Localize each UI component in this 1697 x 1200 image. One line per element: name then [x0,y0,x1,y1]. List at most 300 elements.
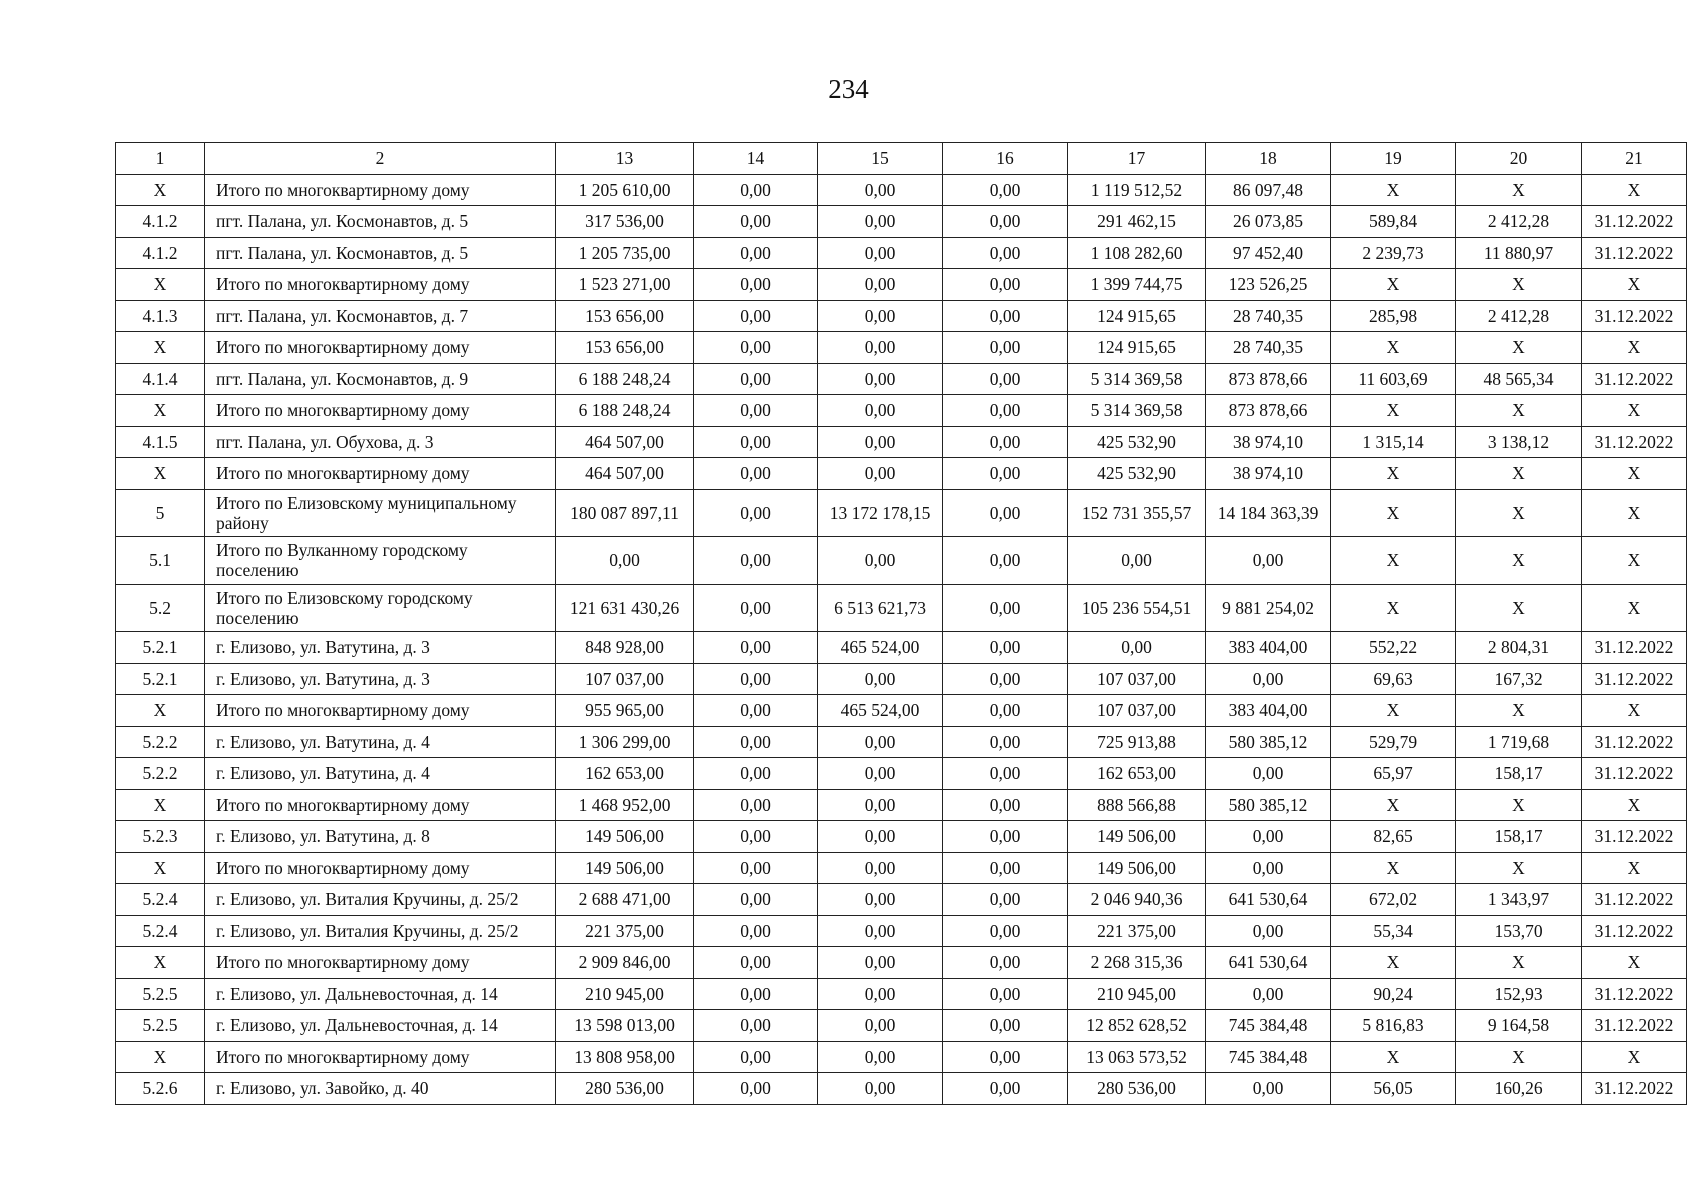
value-cell: 124 915,65 [1068,332,1206,364]
row-number-cell: 5.2.2 [116,758,205,790]
address-cell: Итого по многоквартирному дому [205,269,556,301]
value-cell: Х [1582,395,1687,427]
value-cell: 1 523 271,00 [556,269,694,301]
value-cell: 0,00 [1068,632,1206,664]
value-cell: 31.12.2022 [1582,915,1687,947]
value-cell: 0,00 [694,1010,818,1042]
value-cell: 0,00 [694,363,818,395]
value-cell: Х [1331,695,1456,727]
value-cell: 0,00 [943,1073,1068,1105]
value-cell: 0,00 [694,300,818,332]
value-cell: 149 506,00 [1068,852,1206,884]
value-cell: Х [1331,458,1456,490]
value-cell: 0,00 [694,758,818,790]
address-cell: г. Елизово, ул. Виталия Кручины, д. 25/2 [205,915,556,947]
table-row [116,237,1687,269]
value-cell: 0,00 [1068,537,1206,585]
value-cell: 0,00 [818,426,943,458]
value-cell: 0,00 [943,206,1068,238]
value-cell: 0,00 [818,300,943,332]
value-cell: 0,00 [818,821,943,853]
value-cell: 0,00 [943,584,1068,632]
value-cell: 167,32 [1456,663,1582,695]
column-number-header: 16 [943,143,1068,175]
value-cell: 0,00 [694,237,818,269]
column-number-header: 21 [1582,143,1687,175]
value-cell: Х [1456,269,1582,301]
value-cell: 1 343,97 [1456,884,1582,916]
column-number-header: 15 [818,143,943,175]
value-cell: 0,00 [943,537,1068,585]
address-cell: Итого по многоквартирному дому [205,332,556,364]
value-cell: 465 524,00 [818,695,943,727]
value-cell: 464 507,00 [556,426,694,458]
table-row [116,300,1687,332]
value-cell: 0,00 [818,174,943,206]
value-cell: 0,00 [694,426,818,458]
value-cell: 0,00 [818,1041,943,1073]
address-cell: г. Елизово, ул. Ватутина, д. 4 [205,726,556,758]
value-cell: Х [1582,789,1687,821]
value-cell: 0,00 [943,269,1068,301]
column-number-header: 20 [1456,143,1582,175]
value-cell: 0,00 [694,884,818,916]
table-row [116,537,1687,585]
value-cell: 123 526,25 [1206,269,1331,301]
value-cell: 31.12.2022 [1582,821,1687,853]
table-row [116,426,1687,458]
value-cell: 13 172 178,15 [818,489,943,537]
value-cell: Х [1456,537,1582,585]
value-cell: Х [1331,489,1456,537]
value-cell: 425 532,90 [1068,426,1206,458]
value-cell: 31.12.2022 [1582,206,1687,238]
value-cell: 0,00 [818,947,943,979]
value-cell: 152 731 355,57 [1068,489,1206,537]
value-cell: 9 164,58 [1456,1010,1582,1042]
table-row [116,852,1687,884]
table-row [116,726,1687,758]
table-row [116,632,1687,664]
value-cell: 6 188 248,24 [556,395,694,427]
address-cell: г. Елизово, ул. Ватутина, д. 3 [205,632,556,664]
value-cell: 0,00 [694,852,818,884]
value-cell: 153 656,00 [556,332,694,364]
value-cell: 848 928,00 [556,632,694,664]
table-row [116,489,1687,537]
value-cell: 31.12.2022 [1582,758,1687,790]
table-row [116,758,1687,790]
value-cell: 0,00 [818,758,943,790]
address-cell: Итого по многоквартирному дому [205,458,556,490]
value-cell: 0,00 [943,884,1068,916]
value-cell: 955 965,00 [556,695,694,727]
address-cell: г. Елизово, ул. Ватутина, д. 4 [205,758,556,790]
value-cell: 580 385,12 [1206,726,1331,758]
row-number-cell: Х [116,458,205,490]
value-cell: 0,00 [818,978,943,1010]
value-cell: 2 412,28 [1456,206,1582,238]
value-cell: 31.12.2022 [1582,426,1687,458]
value-cell: 1 315,14 [1331,426,1456,458]
value-cell: 0,00 [1206,1073,1331,1105]
value-cell: Х [1582,537,1687,585]
column-number-header: 14 [694,143,818,175]
value-cell: 0,00 [943,458,1068,490]
value-cell: 0,00 [694,584,818,632]
value-cell: 13 598 013,00 [556,1010,694,1042]
row-number-cell: Х [116,695,205,727]
value-cell: 86 097,48 [1206,174,1331,206]
value-cell: 0,00 [694,821,818,853]
value-cell: 210 945,00 [1068,978,1206,1010]
value-cell: 210 945,00 [556,978,694,1010]
row-number-cell: 5.2.3 [116,821,205,853]
table-row [116,363,1687,395]
value-cell: 0,00 [943,332,1068,364]
value-cell: 12 852 628,52 [1068,1010,1206,1042]
value-cell: 28 740,35 [1206,300,1331,332]
value-cell: 6 513 621,73 [818,584,943,632]
value-cell: 221 375,00 [556,915,694,947]
value-cell: 0,00 [818,237,943,269]
value-cell: 0,00 [694,206,818,238]
address-cell: пгт. Палана, ул. Космонавтов, д. 7 [205,300,556,332]
value-cell: 0,00 [1206,821,1331,853]
value-cell: 888 566,88 [1068,789,1206,821]
value-cell: Х [1582,174,1687,206]
value-cell: 0,00 [1206,758,1331,790]
value-cell: 0,00 [943,489,1068,537]
value-cell: Х [1456,789,1582,821]
address-cell: Итого по многоквартирному дому [205,695,556,727]
value-cell: 11 603,69 [1331,363,1456,395]
value-cell: 1 306 299,00 [556,726,694,758]
value-cell: 11 880,97 [1456,237,1582,269]
row-number-cell: Х [116,852,205,884]
table-row [116,1073,1687,1105]
value-cell: 0,00 [943,237,1068,269]
value-cell: Х [1456,584,1582,632]
value-cell: 31.12.2022 [1582,884,1687,916]
value-cell: 552,22 [1331,632,1456,664]
address-cell: пгт. Палана, ул. Космонавтов, д. 5 [205,237,556,269]
value-cell: 2 046 940,36 [1068,884,1206,916]
value-cell: Х [1331,395,1456,427]
value-cell: 149 506,00 [1068,821,1206,853]
value-cell: 105 236 554,51 [1068,584,1206,632]
value-cell: Х [1582,332,1687,364]
table-row [116,395,1687,427]
value-cell: 0,00 [1206,915,1331,947]
value-cell: 82,65 [1331,821,1456,853]
table-row [116,884,1687,916]
address-cell: г. Елизово, ул. Завойко, д. 40 [205,1073,556,1105]
value-cell: 0,00 [694,632,818,664]
value-cell: 725 913,88 [1068,726,1206,758]
column-number-header: 18 [1206,143,1331,175]
value-cell: 0,00 [943,947,1068,979]
value-cell: 0,00 [694,489,818,537]
value-cell: 0,00 [943,1041,1068,1073]
value-cell: 31.12.2022 [1582,663,1687,695]
value-cell: 0,00 [943,395,1068,427]
value-cell: 31.12.2022 [1582,1010,1687,1042]
value-cell: 31.12.2022 [1582,726,1687,758]
value-cell: 6 188 248,24 [556,363,694,395]
address-cell: Итого по многоквартирному дому [205,789,556,821]
value-cell: 0,00 [694,537,818,585]
value-cell: 0,00 [1206,852,1331,884]
value-cell: Х [1331,852,1456,884]
value-cell: 124 915,65 [1068,300,1206,332]
row-number-cell: 5.2.1 [116,632,205,664]
value-cell: Х [1331,789,1456,821]
table-row [116,584,1687,632]
value-cell: 69,63 [1331,663,1456,695]
value-cell: 425 532,90 [1068,458,1206,490]
value-cell: Х [1331,332,1456,364]
table-row [116,663,1687,695]
value-cell: 48 565,34 [1456,363,1582,395]
value-cell: 0,00 [556,537,694,585]
value-cell: 0,00 [943,821,1068,853]
column-number-header: 13 [556,143,694,175]
value-cell: 149 506,00 [556,852,694,884]
value-cell: 1 108 282,60 [1068,237,1206,269]
table-row [116,332,1687,364]
table-row [116,1041,1687,1073]
value-cell: 280 536,00 [556,1073,694,1105]
row-number-cell: Х [116,789,205,821]
value-cell: 0,00 [943,632,1068,664]
address-cell: пгт. Палана, ул. Обухова, д. 3 [205,426,556,458]
value-cell: Х [1456,489,1582,537]
value-cell: 1 468 952,00 [556,789,694,821]
value-cell: Х [1456,852,1582,884]
value-cell: 529,79 [1331,726,1456,758]
value-cell: Х [1456,1041,1582,1073]
value-cell: 0,00 [818,1073,943,1105]
value-cell: Х [1582,852,1687,884]
value-cell: 0,00 [818,395,943,427]
value-cell: 873 878,66 [1206,395,1331,427]
value-cell: 0,00 [694,915,818,947]
value-cell: 0,00 [818,915,943,947]
value-cell: 1 205 735,00 [556,237,694,269]
value-cell: 0,00 [694,332,818,364]
column-number-header: 19 [1331,143,1456,175]
value-cell: 0,00 [694,269,818,301]
value-cell: 121 631 430,26 [556,584,694,632]
value-cell: 0,00 [818,726,943,758]
row-number-cell: 5.2.5 [116,1010,205,1042]
row-number-cell: 5.2.5 [116,978,205,1010]
value-cell: 26 073,85 [1206,206,1331,238]
value-cell: Х [1456,332,1582,364]
table-row [116,458,1687,490]
value-cell: 0,00 [694,695,818,727]
value-cell: 13 808 958,00 [556,1041,694,1073]
value-cell: 5 816,83 [1331,1010,1456,1042]
value-cell: Х [1582,695,1687,727]
value-cell: 464 507,00 [556,458,694,490]
value-cell: 2 239,73 [1331,237,1456,269]
value-cell: 873 878,66 [1206,363,1331,395]
value-cell: 180 087 897,11 [556,489,694,537]
value-cell: 317 536,00 [556,206,694,238]
row-number-cell: Х [116,947,205,979]
value-cell: 13 063 573,52 [1068,1041,1206,1073]
row-number-cell: Х [116,174,205,206]
table-row [116,789,1687,821]
value-cell: Х [1582,584,1687,632]
row-number-cell: Х [116,269,205,301]
row-number-cell: Х [116,332,205,364]
row-number-cell: 5.2.1 [116,663,205,695]
row-number-cell: 5.2.4 [116,915,205,947]
data-table [115,142,1687,1105]
value-cell: 0,00 [943,978,1068,1010]
value-cell: Х [1331,1041,1456,1073]
value-cell: Х [1582,458,1687,490]
value-cell: 0,00 [943,426,1068,458]
table-row [116,695,1687,727]
value-cell: 0,00 [1206,663,1331,695]
address-cell: г. Елизово, ул. Дальневосточная, д. 14 [205,978,556,1010]
value-cell: 0,00 [943,695,1068,727]
value-cell: 107 037,00 [1068,695,1206,727]
value-cell: 0,00 [943,300,1068,332]
value-cell: 0,00 [943,663,1068,695]
row-number-cell: 4.1.4 [116,363,205,395]
value-cell: 162 653,00 [1068,758,1206,790]
row-number-cell: 4.1.5 [116,426,205,458]
value-cell: 0,00 [694,1073,818,1105]
address-cell: Итого по Вулканному городскому поселению [205,537,556,585]
value-cell: Х [1331,947,1456,979]
value-cell: 0,00 [818,206,943,238]
value-cell: 0,00 [818,458,943,490]
value-cell: 28 740,35 [1206,332,1331,364]
value-cell: 280 536,00 [1068,1073,1206,1105]
value-cell: 672,02 [1331,884,1456,916]
value-cell: 0,00 [694,458,818,490]
address-cell: Итого по многоквартирному дому [205,1041,556,1073]
value-cell: 31.12.2022 [1582,363,1687,395]
address-cell: Итого по Елизовскому городскому поселению [205,584,556,632]
column-number-header: 1 [116,143,205,175]
table-row [116,269,1687,301]
value-cell: 5 314 369,58 [1068,363,1206,395]
value-cell: 1 719,68 [1456,726,1582,758]
value-cell: Х [1456,395,1582,427]
page-number: 234 [828,74,869,104]
address-cell: г. Елизово, ул. Ватутина, д. 8 [205,821,556,853]
value-cell: 383 404,00 [1206,632,1331,664]
row-number-cell: 5.2.4 [116,884,205,916]
row-number-cell: Х [116,1041,205,1073]
table-row [116,206,1687,238]
value-cell: 162 653,00 [556,758,694,790]
value-cell: 31.12.2022 [1582,237,1687,269]
value-cell: 465 524,00 [818,632,943,664]
value-cell: 0,00 [943,363,1068,395]
table-row [116,978,1687,1010]
address-cell: г. Елизово, ул. Виталия Кручины, д. 25/2 [205,884,556,916]
value-cell: 291 462,15 [1068,206,1206,238]
value-cell: Х [1456,174,1582,206]
value-cell: Х [1331,537,1456,585]
value-cell: 56,05 [1331,1073,1456,1105]
table-row [116,174,1687,206]
value-cell: 580 385,12 [1206,789,1331,821]
value-cell: 0,00 [694,789,818,821]
value-cell: 0,00 [1206,537,1331,585]
address-cell: Итого по многоквартирному дому [205,852,556,884]
value-cell: 0,00 [694,947,818,979]
value-cell: 31.12.2022 [1582,1073,1687,1105]
value-cell: 221 375,00 [1068,915,1206,947]
value-cell: 0,00 [818,1010,943,1042]
value-cell: 0,00 [818,363,943,395]
table-row [116,821,1687,853]
value-cell: 641 530,64 [1206,947,1331,979]
value-cell: 0,00 [694,174,818,206]
value-cell: Х [1331,584,1456,632]
value-cell: Х [1582,269,1687,301]
value-cell: Х [1456,458,1582,490]
value-cell: 0,00 [818,269,943,301]
value-cell: 2 804,31 [1456,632,1582,664]
row-number-cell: 4.1.2 [116,206,205,238]
row-number-cell: 5 [116,489,205,537]
value-cell: 1 205 610,00 [556,174,694,206]
value-cell: 0,00 [943,758,1068,790]
row-number-cell: 4.1.3 [116,300,205,332]
value-cell: 153 656,00 [556,300,694,332]
value-cell: 641 530,64 [1206,884,1331,916]
value-cell: 0,00 [694,1041,818,1073]
value-cell: 285,98 [1331,300,1456,332]
row-number-cell: Х [116,395,205,427]
value-cell: 5 314 369,58 [1068,395,1206,427]
value-cell: 0,00 [943,915,1068,947]
value-cell: 2 412,28 [1456,300,1582,332]
value-cell: 383 404,00 [1206,695,1331,727]
address-cell: Итого по многоквартирному дому [205,395,556,427]
value-cell: 2 688 471,00 [556,884,694,916]
value-cell: 0,00 [943,852,1068,884]
value-cell: 90,24 [1331,978,1456,1010]
value-cell: 152,93 [1456,978,1582,1010]
value-cell: 0,00 [818,663,943,695]
value-cell: 0,00 [694,978,818,1010]
row-number-cell: 5.2.2 [116,726,205,758]
value-cell: 0,00 [943,174,1068,206]
value-cell: 158,17 [1456,821,1582,853]
value-cell: 0,00 [818,332,943,364]
value-cell: 0,00 [1206,978,1331,1010]
value-cell: Х [1331,174,1456,206]
value-cell: Х [1331,269,1456,301]
value-cell: 38 974,10 [1206,458,1331,490]
value-cell: 0,00 [943,1010,1068,1042]
row-number-cell: 5.2 [116,584,205,632]
value-cell: 0,00 [694,726,818,758]
address-cell: Итого по Елизовскому муниципальному району [205,489,556,537]
value-cell: Х [1582,1041,1687,1073]
